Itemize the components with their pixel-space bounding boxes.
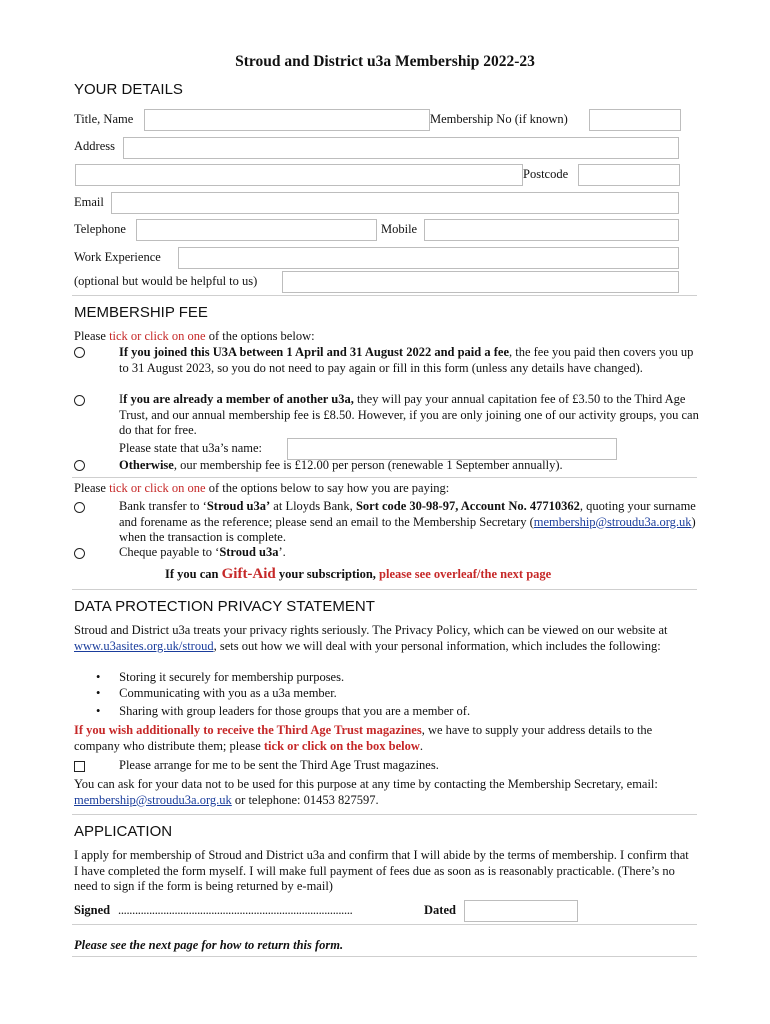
payment-cheque-radio[interactable] (74, 548, 85, 559)
email-field[interactable] (111, 192, 679, 214)
fee-option-joined-radio[interactable] (74, 347, 85, 358)
address-field-line1[interactable] (123, 137, 679, 159)
divider (72, 589, 697, 590)
address-field-line2[interactable] (75, 164, 523, 186)
membership-no-field[interactable] (589, 109, 681, 131)
fee-option-joined-text: If you joined this U3A between 1 April and 31 August 2022 and paid a fee, the fee you paid then covers you up to 31 August 2023, so you do not need to pay again or fill in this form (unless any details have changed). (119, 345, 694, 375)
dated-label: Dated (424, 903, 456, 917)
section-heading-membership-fee: MEMBERSHIP FEE (74, 304, 208, 321)
optional-note: (optional but would be helpful to us) (74, 274, 258, 288)
title-name-label: Title, Name (74, 112, 134, 126)
mobile-label: Mobile (381, 222, 418, 236)
divider (72, 477, 697, 478)
telephone-field[interactable] (136, 219, 377, 241)
payment-bank-transfer-text: Bank transfer to ‘Stroud u3a’ at Lloyds Bank, Sort code 30-98-97, Account No. 47710362, quoting your surname and forename as the reference; please send an email to the Membership Secretary (membership@stroudu3a.org.uk) when the transaction is complete. (119, 499, 696, 545)
list-item: • Storing it securely for membership purposes. (96, 670, 345, 684)
payment-cheque-text: Cheque payable to ‘Stroud u3a’. (119, 545, 286, 559)
other-u3a-name-label: Please state that u3a’s name: (119, 441, 263, 455)
fee-option-other-u3a-text: If you are already a member of another u3a, they will pay your annual capitation fee of £3.50 to the Third Age Trust, and our annual membership fee is £8.50. However, if you are only joining one of our activity groups, you can do that for free. (119, 392, 699, 438)
fee-option-other-u3a-radio[interactable] (74, 395, 85, 406)
section-heading-application: APPLICATION (74, 823, 173, 840)
website-link[interactable]: www.u3asites.org.uk/stroud (74, 638, 214, 653)
privacy-paragraph: Stroud and District u3a treats your privacy rights seriously. The Privacy Policy, which can be viewed on our website at www.u3asites.org.uk/stroud, sets out how we will deal with your personal information, which includes the following: (74, 623, 668, 653)
magazines-paragraph: If you wish additionally to receive the Third Age Trust magazines, we have to supply your address details to the company who distribute them; please tick or click on the box below. (74, 723, 653, 753)
payment-bank-transfer-radio[interactable] (74, 502, 85, 513)
mobile-field[interactable] (424, 219, 679, 241)
postcode-field[interactable] (578, 164, 680, 186)
list-item: • Communicating with you as a u3a member. (96, 686, 337, 700)
date-field[interactable] (464, 900, 578, 922)
membership-no-label: Membership No (if known) (430, 112, 568, 126)
application-text: I apply for membership of Stroud and District u3a and confirm that I will abide by the terms of membership. I confirm that I have completed the form myself. I will make full payment of fees due as soon as is reasonably practicable. (There’s no need to sign if the form is being returned by e-mail) (74, 848, 689, 894)
fee-option-otherwise-text: Otherwise, our membership fee is £12.00 per person (renewable 1 September annually). (119, 458, 563, 472)
work-experience-field-line2[interactable] (282, 271, 679, 293)
section-heading-your-details: YOUR DETAILS (74, 81, 183, 98)
other-u3a-name-field[interactable] (287, 438, 617, 460)
page-title: Stroud and District u3a Membership 2022-23 (235, 53, 535, 70)
fee-option-otherwise-radio[interactable] (74, 460, 85, 471)
email-label: Email (74, 195, 104, 209)
divider (72, 295, 697, 296)
address-label: Address (74, 139, 115, 153)
signed-label: Signed (74, 903, 111, 917)
postcode-label: Postcode (523, 167, 569, 181)
fee-intro: Please tick or click on one of the options below: (74, 329, 315, 343)
membership-email-link[interactable]: membership@stroudu3a.org.uk (533, 514, 692, 529)
work-experience-field-line1[interactable] (178, 247, 679, 269)
membership-email-link[interactable]: membership@stroudu3a.org.uk (74, 792, 232, 807)
data-use-paragraph: You can ask for your data not to be used for this purpose at any time by contacting the Membership Secretary, email: membership@stroudu3a.org.uk or telephone: 01453 827597. (74, 777, 658, 807)
gift-aid-note: If you can Gift-Aid your subscription, please see overleaf/the next page (165, 566, 552, 582)
payment-intro: Please tick or click on one of the options below to say how you are paying: (74, 481, 450, 495)
divider (72, 956, 697, 957)
list-item: • Sharing with group leaders for those groups that you are a member of. (96, 704, 471, 718)
telephone-label: Telephone (74, 222, 126, 236)
magazines-checkbox-label: Please arrange for me to be sent the Third Age Trust magazines. (119, 758, 439, 772)
signature-line[interactable]: ................................................................................... (118, 903, 353, 917)
title-name-field[interactable] (144, 109, 430, 131)
divider (72, 814, 697, 815)
magazines-checkbox[interactable] (74, 761, 85, 772)
divider (72, 924, 697, 925)
work-experience-label: Work Experience (74, 250, 161, 264)
section-heading-data-protection: DATA PROTECTION PRIVACY STATEMENT (74, 598, 375, 615)
footer-note: Please see the next page for how to return this form. (74, 938, 344, 952)
